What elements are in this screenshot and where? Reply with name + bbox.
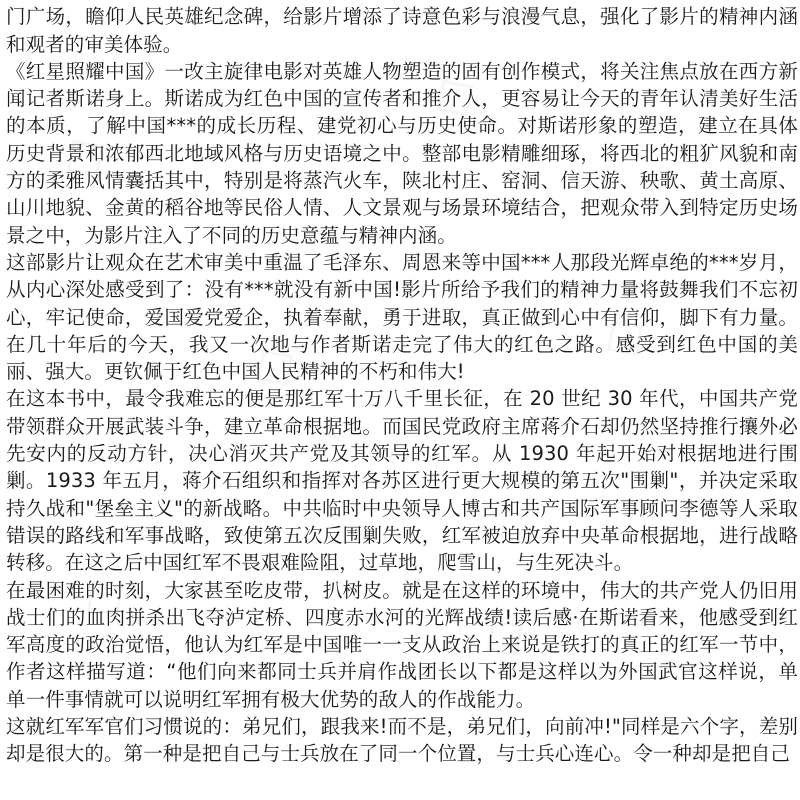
paragraph-1: 门广场，瞻仰人民英雄纪念碑，给影片增添了诗意色彩与浪漫气息，强化了影片的精神内涵和观者的审美体验。	[6, 5, 798, 56]
paragraph-2: 《红星照耀中国》一改主旋律电影对英雄人物塑造的固有创作模式，将关注焦点放在西方新闻记者斯诺身上。斯诺成为红色中国的宣传者和推介人，更容易让今天的青年认清美好生活的本质，了解中国***的成长历程、建党初心与历史使命。对斯诺形象的塑造，建立在具体历史背景和浓郁西北地域风格与历史语境之中。整部电影精雕细琢，将西北的粗犷风貌和南方的柔雅风情囊括其中，特别是将蒸汽火车，陕北村庄、窑洞、信天游、秧歌、黄土高原、山川地貌、金黄的稻谷地等民俗人情、人文景观与场景环境结合，把观众带入到特定历史场景之中，为影片注入了不同的历史意蕴与精神内涵。	[6, 59, 798, 247]
watermark-mark: ◇	[464, 593, 541, 675]
watermark-mark: ◇	[414, 53, 491, 135]
watermark-mark: ◇	[44, 113, 121, 195]
paragraph-4: 在这本书中，最令我难忘的便是那红军十万八千里长征，在 20 世纪 30 年代，中国共产党带领群众开展武装斗争，建立革命根据地。而国民党政府主席蒋介石却仍然坚持推行攘外必先安内的反动方针，决心消灭共产党及其领导的红军。从 1930 年起开始对根据地进行围剿。1933 年五月，蒋介石组织和指挥对各苏区进行更大规模的第五次"围剿"，并决定采取持久战和"堡垒主义"的新战略。中共临时中央领导人博古和共产国际军事顾问李德等人采取错误的路线和军事战略，致使第五次反围剿失败，红军被迫放弃中央革命根据地，进行战略转移。在这之后中国红军不畏艰难险阻，过草地，爬雪山，与生死决斗。	[6, 387, 798, 575]
paragraph-5: 在最困难的时刻，大家甚至吃皮带，扒树皮。就是在这样的环境中，伟大的共产党人仍旧用战士们的血肉拼杀出飞夺泸定桥、四度赤水河的光辉战绩!读后感·在斯诺看来，他感受到红军高度的政治觉悟，他认为红军是中国唯一一支从政治上来说是铁打的真正的红军一节中，作者这样描写道：“他们向来都同士兵并肩作战团长以下都是这样以为外国武官这样说，单单一件事情就可以说明红军拥有极大优势的敌人的作战能力。	[6, 578, 798, 711]
watermark-mark: ◇	[584, 293, 661, 375]
paragraph-3: 这部影片让观众在艺术审美中重温了毛泽东、周恩来等中国***人那段光辉卓绝的***岁月，从内心深处感受到了：没有***就没有新中国!影片所给予我们的精神力量将鼓舞我们不忘初心，牢记使命，爱国爱党爱企，执着奉献，勇于进取，真正做到心中有信仰，脚下有力量。在几十年后的今天，我又一次地与作者斯诺走完了伟大的红色之路。感受到红色中国的美丽、强大。更钦佩于红色中国人民精神的不朽和伟大!	[6, 250, 798, 384]
watermark-mark: ◇	[64, 553, 141, 635]
watermark-mark: ◇	[234, 323, 311, 405]
paragraph-6: 这就红军军官们习惯说的：弟兄们，跟我来!而不是，弟兄们，向前冲!"同样是六个字，差别却是很大的。第一种是把自己与士兵放在了同一个位置，与士兵心连心。令一种却是把自己	[6, 715, 798, 766]
